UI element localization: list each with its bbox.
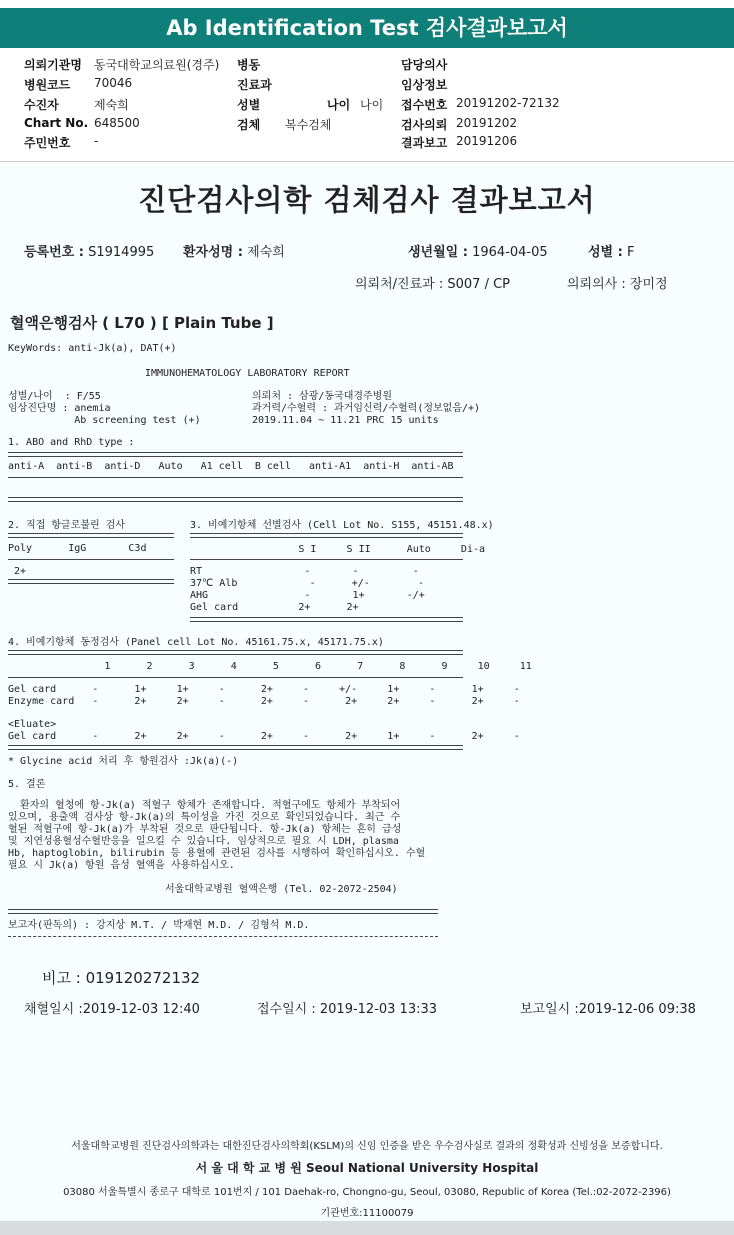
bottom-bar bbox=[0, 1221, 734, 1235]
patient-sex bbox=[588, 241, 634, 260]
rule bbox=[8, 533, 174, 538]
lab-title: IMMUNOHEMATOLOGY LABORATORY REPORT bbox=[145, 368, 350, 379]
screening-row-ahg: AHG - 1+ -/+ bbox=[190, 590, 425, 601]
collect-time: 채혈일시 :2019-12-03 12:40 bbox=[24, 1002, 200, 1017]
report-time: 보고일시 :2019-12-06 09:38 bbox=[520, 1002, 696, 1017]
rule bbox=[8, 559, 174, 560]
ssn-label: 주민번호 bbox=[24, 136, 71, 150]
institution-number: 기관번호:11100079 bbox=[320, 1208, 414, 1219]
request-place: 의뢰처 : 삼광/동국대경주병원 bbox=[252, 391, 393, 402]
rule bbox=[8, 477, 463, 478]
chart-label: Chart No. bbox=[24, 116, 89, 130]
diagnosis: 임상진단명 : anemia bbox=[8, 403, 111, 414]
report-title-bar bbox=[0, 8, 734, 48]
age-value: 나이 bbox=[360, 98, 384, 112]
rule bbox=[8, 497, 463, 502]
sex-label: 성별 : bbox=[588, 245, 623, 260]
doctor-label: 담당의사 bbox=[401, 58, 448, 72]
dat-headers: Poly IgG C3d bbox=[8, 543, 147, 554]
panel-row-eluate-gel: Gel card - 2+ 2+ - 2+ - 2+ 1+ - 2+ - bbox=[8, 731, 520, 742]
conclusion-line: 필요 시 Jk(a) 항원 음성 혈액을 사용하십시오. bbox=[8, 860, 235, 871]
rule bbox=[8, 650, 463, 655]
hcode-value: 70046 bbox=[94, 76, 133, 90]
reg-label: 등록번호 : bbox=[24, 245, 84, 260]
hospital-name: 서 울 대 학 교 병 원 Seoul National University Hospital bbox=[195, 1161, 539, 1175]
name-label: 환자성명 : bbox=[183, 245, 243, 260]
keywords: KeyWords: anti-Jk(a), DAT(+) bbox=[8, 343, 177, 354]
conclusion-line: 있으며, 용출액 검사상 항-Jk(a)의 특이성을 가진 것으로 확인되었습니다. 최근 수 bbox=[8, 812, 401, 823]
panel-row-gel: Gel card - 1+ 1+ - 2+ - +/- 1+ - 1+ - bbox=[8, 684, 520, 695]
rule bbox=[190, 533, 463, 538]
inst-label: 의뢰기관명 bbox=[24, 58, 82, 72]
screening-row-alb: 37℃ Alb - +/- - bbox=[190, 578, 424, 589]
report-title: Ab Identification Test 검사결과보고서 bbox=[166, 16, 568, 40]
sex-value: F bbox=[626, 245, 635, 260]
transfusion: 2019.11.04 ~ 11.21 PRC 15 units bbox=[252, 415, 439, 426]
acc-value: 20191202-72132 bbox=[456, 96, 560, 110]
birth-date bbox=[408, 241, 548, 260]
rule bbox=[8, 936, 438, 937]
hcode-label: 병원코드 bbox=[24, 78, 71, 92]
panel-row-enzyme: Enzyme card - 2+ 2+ - 2+ - 2+ 2+ - 2+ - bbox=[8, 696, 520, 707]
dept-label: 진료과 bbox=[237, 78, 272, 92]
dept-value: S007 / CP bbox=[447, 277, 511, 292]
document-title: 진단검사의학 검체검사 결과보고서 bbox=[138, 183, 596, 217]
conclusion-line: 및 지연성용혈성수혈반응을 일으킬 수 있습니다. 임상적으로 필요 시 LDH, plasma bbox=[8, 836, 399, 847]
glycine-test: * Glycine acid 처리 후 항원검사 :Jk(a)(-) bbox=[8, 756, 239, 767]
report-date-label: 결과보고 bbox=[401, 136, 448, 150]
screening-row-rt: RT - - - bbox=[190, 566, 419, 577]
req-value: 20191202 bbox=[456, 116, 518, 130]
rule bbox=[8, 677, 463, 678]
hospital-address: 03080 서울특별시 종로구 대학로 101번지 / 101 Daehak-ro, Chongno-gu, Seoul, 03080, Republic of Korea (Tel.:02-2072-2396) bbox=[63, 1187, 671, 1198]
screening: Ab screening test (+) bbox=[8, 415, 201, 426]
conclusion-line: 환자의 혈청에 항-Jk(a) 적혈구 항체가 존재합니다. 적혈구에도 항체가 부착되어 bbox=[8, 800, 401, 811]
screening-headers: S I S II Auto Di-a bbox=[190, 544, 486, 555]
registration bbox=[24, 241, 154, 260]
abo-headers: anti-A anti-B anti-D Auto A1 cell B cell anti-A1 anti-H anti-AB bbox=[8, 461, 454, 472]
conclusion-line: 혈된 적혈구에 항-Jk(a)가 부착된 것으로 판단됩니다. 항-Jk(a) 항체는 흔히 급성 bbox=[8, 824, 402, 835]
rule bbox=[190, 617, 463, 622]
dept-label: 의뢰처/진료과 : bbox=[355, 277, 444, 292]
rule bbox=[8, 909, 438, 914]
req-label: 검사의뢰 bbox=[401, 118, 448, 132]
specimen-value: 복수검체 bbox=[285, 118, 332, 132]
screening-row-gel: Gel card 2+ 2+ bbox=[190, 602, 359, 613]
dat-title: 2. 직접 항글로불린 검사 bbox=[8, 520, 126, 531]
name-value: 제숙희 bbox=[247, 245, 285, 260]
reporter: 보고자(판독의) : 강지상 M.T. / 박재현 M.D. / 김형석 M.D. bbox=[8, 920, 310, 931]
conclusion-line: Hb, haptoglobin, bilirubin 등 용혈에 관련된 검사를 시행하여 확인하십시오. 수혈 bbox=[8, 848, 426, 859]
age-label: 나이 bbox=[327, 98, 351, 112]
rule bbox=[8, 579, 174, 584]
dat-value: 2+ bbox=[8, 566, 27, 577]
conclusion-title: 5. 결론 bbox=[8, 779, 46, 790]
ward-label: 병동 bbox=[237, 58, 261, 72]
specimen-label: 검체 bbox=[237, 118, 261, 132]
screening-title: 3. 비예기항체 선별검사 (Cell Lot No. S155, 45151.48.x) bbox=[190, 520, 494, 531]
abo-title: 1. ABO and RhD type : bbox=[8, 437, 135, 448]
blood-bank: 서울대학교병원 혈액은행 (Tel. 02-2072-2504) bbox=[165, 884, 398, 895]
recv-value: 제숙희 bbox=[94, 98, 129, 112]
chart-value: 648500 bbox=[94, 116, 140, 130]
panel-title: 4. 비예기항체 동정검사 (Panel cell Lot No. 45161.75.x, 45171.75.x) bbox=[8, 637, 384, 648]
accreditation: 서울대학교병원 진단검사의학과는 대한진단검사의학회(KSLM)의 신임 인증을 받은 우수검사실로 결과의 정확성과 신빙성을 보증합니다. bbox=[71, 1141, 663, 1152]
patient-name bbox=[183, 241, 285, 260]
clin-label: 임상정보 bbox=[401, 78, 448, 92]
request-dept bbox=[355, 273, 510, 292]
request-doctor bbox=[567, 273, 668, 292]
inst-value: 동국대학교의료원(경주) bbox=[94, 58, 220, 72]
panel-headers: 1 2 3 4 5 6 7 8 9 10 11 bbox=[8, 661, 532, 672]
request-info bbox=[0, 52, 734, 162]
receive-time: 접수일시 : 2019-12-03 13:33 bbox=[257, 1002, 438, 1017]
doc-value: 장미정 bbox=[629, 277, 668, 292]
dob-label: 생년월일 : bbox=[408, 245, 468, 260]
doc-label: 의뢰의사 : bbox=[567, 277, 626, 292]
rule bbox=[190, 559, 463, 560]
sex-label: 성별 bbox=[237, 98, 261, 112]
recv-label: 수진자 bbox=[24, 98, 59, 112]
sex-age: 성별/나이 : F/55 bbox=[8, 391, 101, 402]
dob-value: 1964-04-05 bbox=[472, 245, 548, 260]
header-divider bbox=[0, 161, 734, 162]
report-date-value: 20191206 bbox=[456, 134, 518, 148]
remark: 비고 : 019120272132 bbox=[42, 969, 201, 987]
section-title: 혈액은행검사 ( L70 ) [ Plain Tube ] bbox=[10, 314, 274, 332]
acc-label: 접수번호 bbox=[401, 98, 448, 112]
rule bbox=[8, 452, 463, 457]
history: 과거력/수혈력 : 과거임신력/수혈력(정보없음/+) bbox=[252, 403, 481, 414]
reg-value: S1914995 bbox=[88, 245, 155, 260]
eluate-label: <Eluate> bbox=[8, 719, 57, 730]
rule bbox=[8, 745, 463, 750]
ssn-value: - bbox=[94, 134, 99, 148]
